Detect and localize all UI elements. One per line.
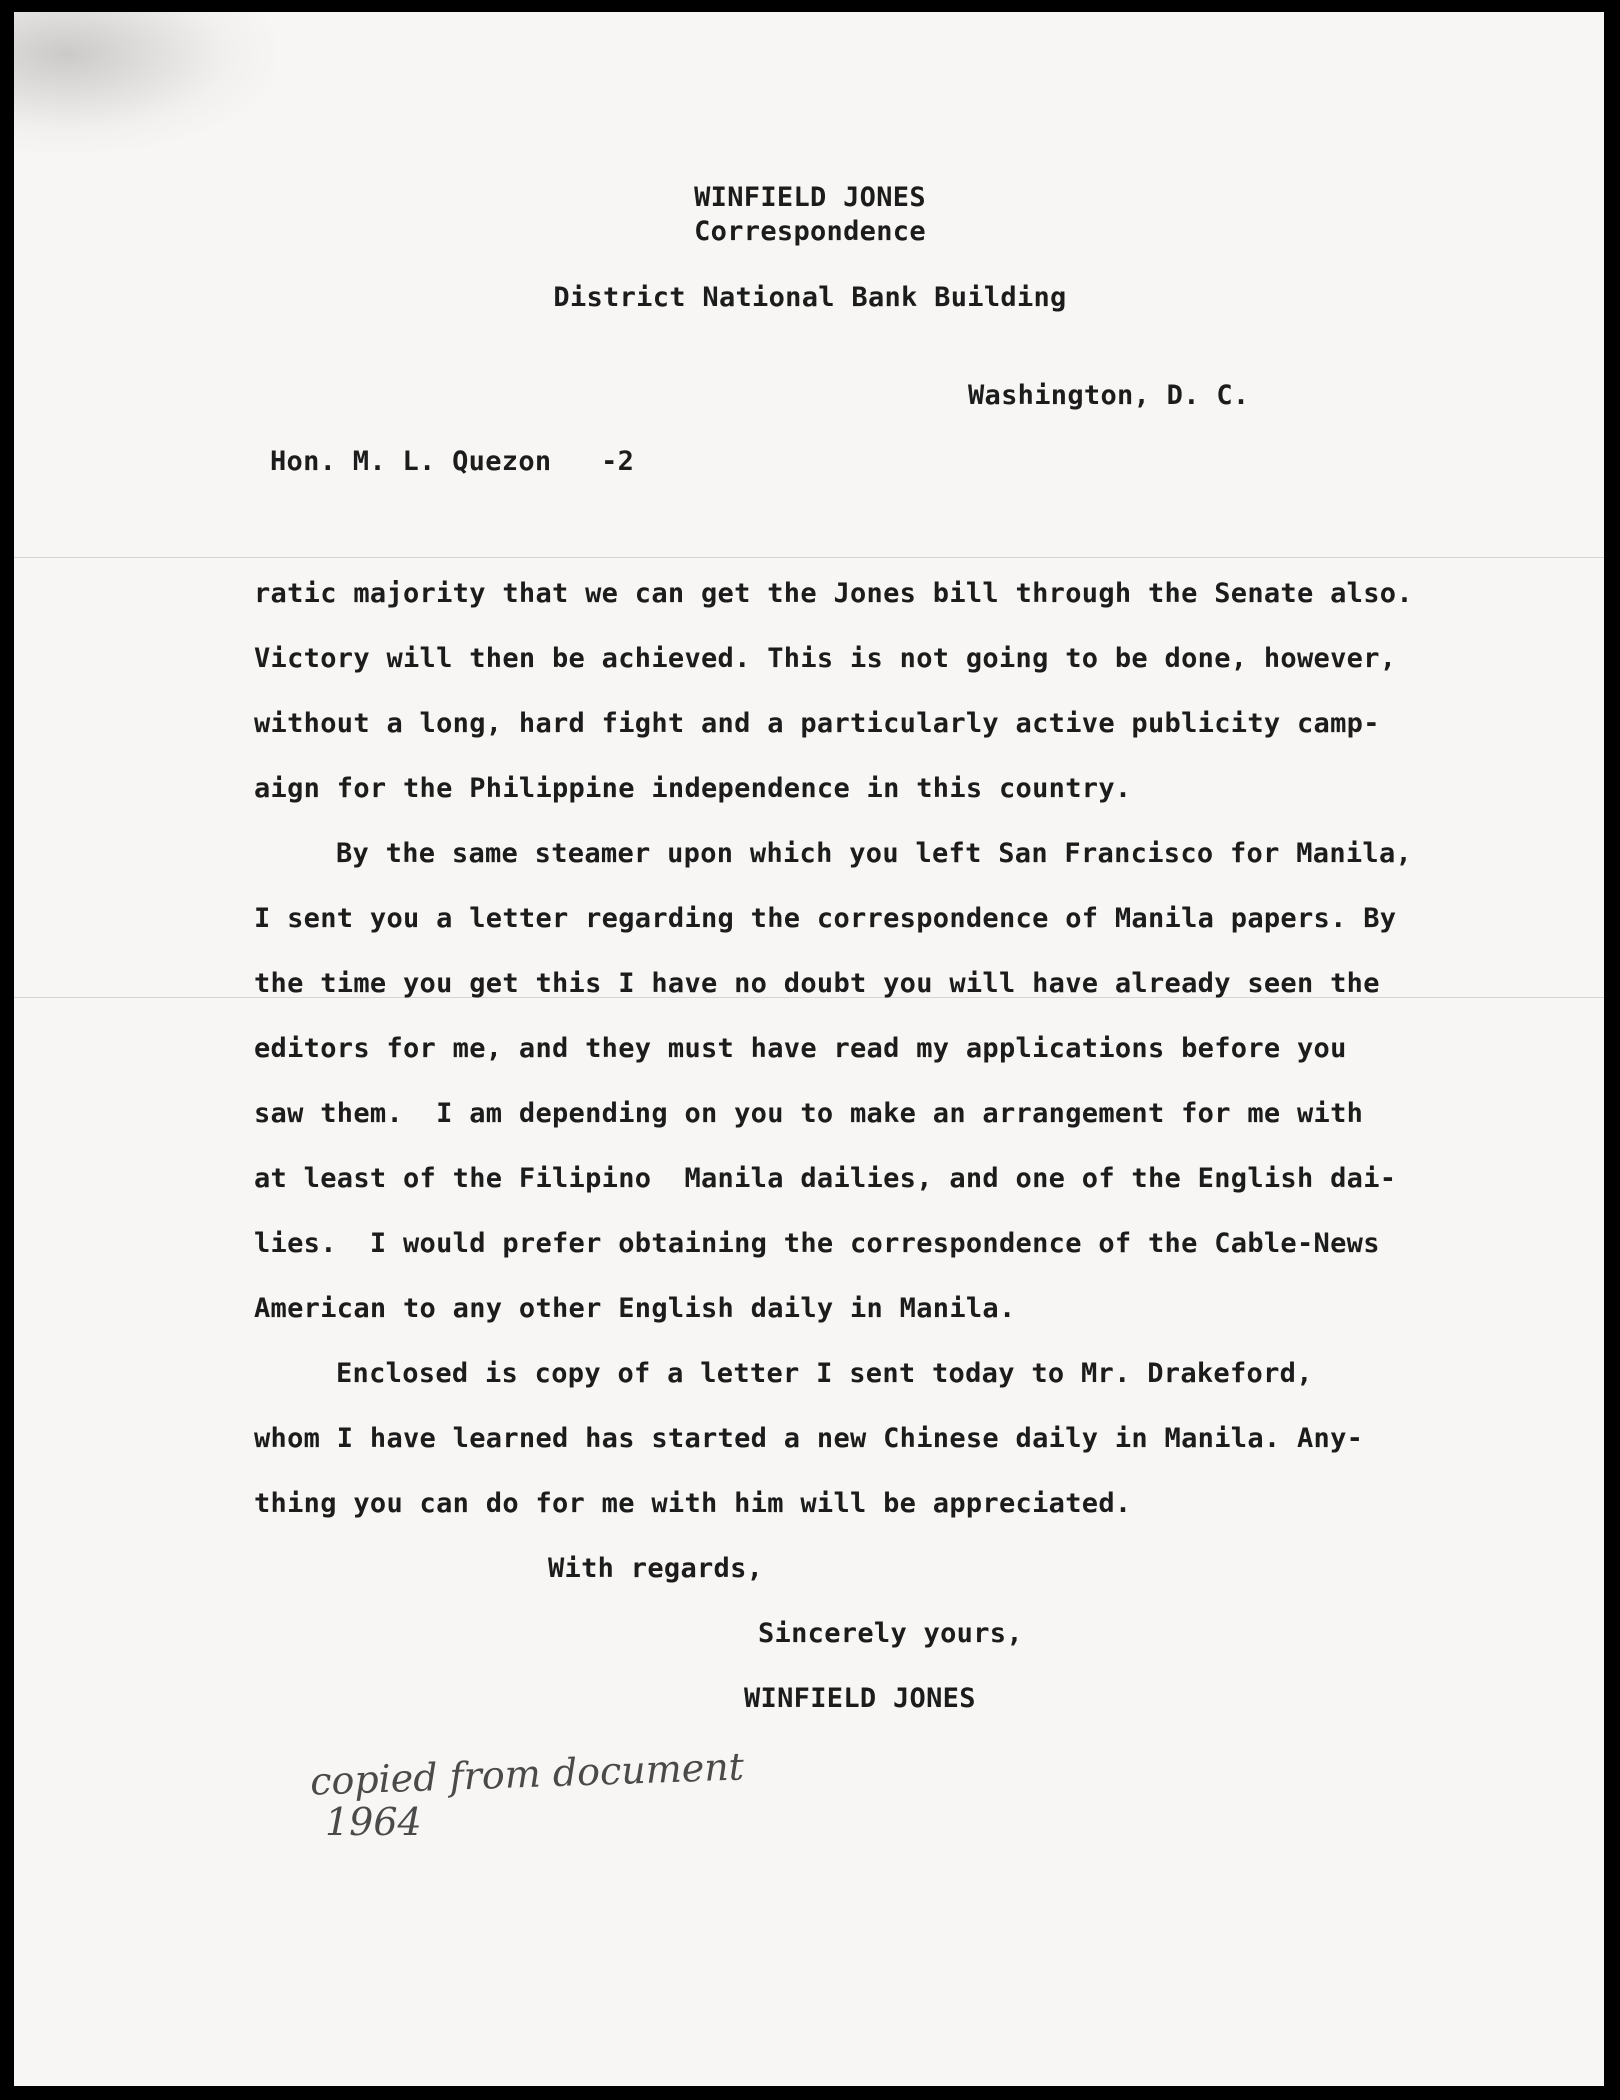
- letterhead-address: District National Bank Building: [553, 282, 1067, 313]
- body-line: ratic majority that we can get the Jones bill through the Senate also.: [254, 578, 1413, 609]
- body-line: lies. I would prefer obtaining the correspondence of the Cable-News: [254, 1228, 1380, 1259]
- handwritten-note-line1: copied from document: [309, 1744, 745, 1804]
- closing-signoff: Sincerely yours,: [758, 1618, 1023, 1649]
- body-line: editors for me, and they must have read my applications before you: [254, 1033, 1347, 1064]
- body-line: at least of the Filipino Manila dailies, and one of the English dai-: [254, 1163, 1397, 1194]
- body-line: whom I have learned has started a new Chinese daily in Manila. Any-: [254, 1423, 1364, 1454]
- body-line: Enclosed is copy of a letter I sent today to Mr. Drakeford,: [336, 1358, 1313, 1389]
- dateline: Washington, D. C.: [968, 380, 1250, 411]
- body-line: the time you get this I have no doubt you will have already seen the: [254, 968, 1380, 999]
- fold-line: [14, 557, 1604, 558]
- letterhead-subtitle: Correspondence: [694, 216, 926, 247]
- closing-regards: With regards,: [548, 1553, 764, 1584]
- corner-smudge: [14, 12, 274, 152]
- body-line: aign for the Philippine independence in this country.: [254, 773, 1132, 804]
- body-line: I sent you a letter regarding the correspondence of Manila papers. By: [254, 903, 1397, 934]
- body-line: thing you can do for me with him will be appreciated.: [254, 1488, 1132, 1519]
- letterhead-name: WINFIELD JONES: [694, 182, 926, 213]
- body-line: without a long, hard fight and a particularly active publicity camp-: [254, 708, 1380, 739]
- body-line: Victory will then be achieved. This is not going to be done, however,: [254, 643, 1397, 674]
- body-line: saw them. I am depending on you to make an arrangement for me with: [254, 1098, 1364, 1129]
- body-line: American to any other English daily in Manila.: [254, 1293, 1016, 1324]
- body-line: By the same steamer upon which you left San Francisco for Manila,: [336, 838, 1413, 869]
- recipient-line: Hon. M. L. Quezon -2: [270, 446, 635, 477]
- closing-signature: WINFIELD JONES: [744, 1683, 976, 1714]
- handwritten-note-line2: 1964: [325, 1800, 422, 1844]
